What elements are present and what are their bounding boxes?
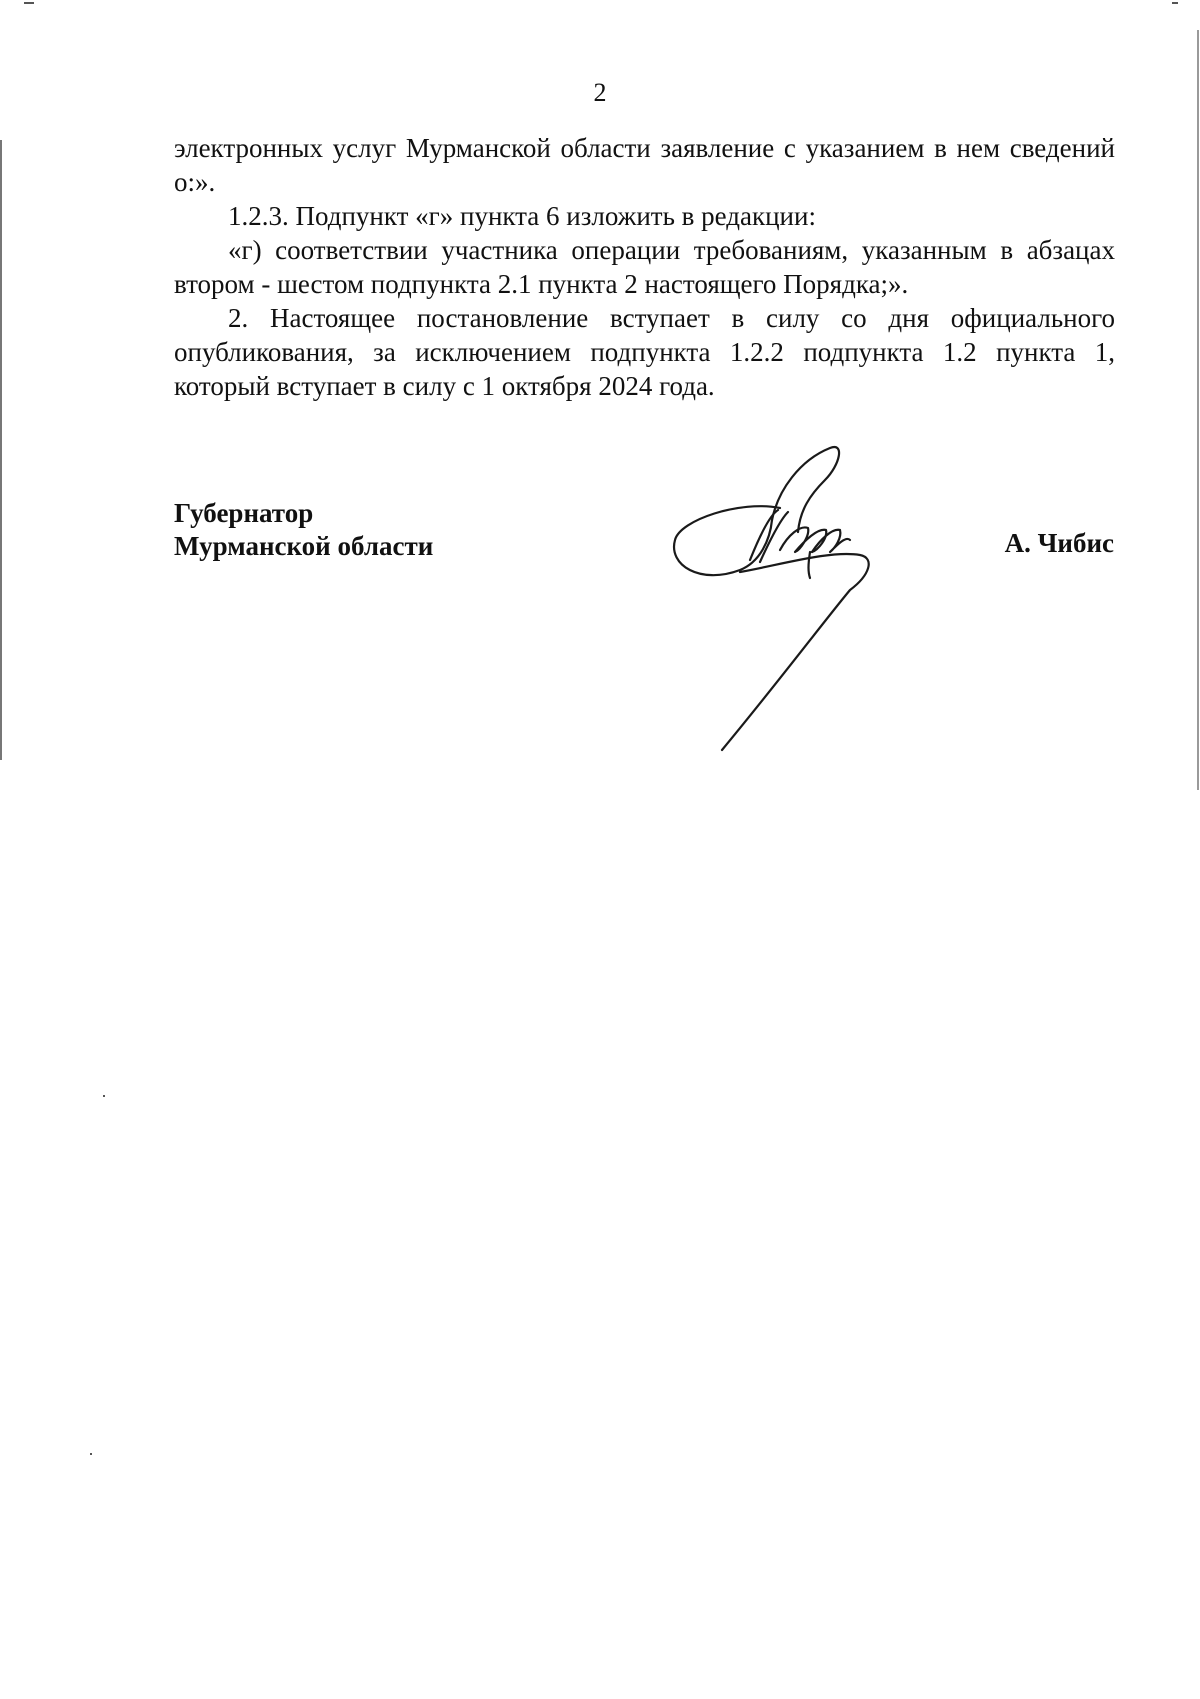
paragraph-point-2: 2. Настоящее постановление вступает в силу со дня официального опубликования, за исключением подпункта 1.2.2 подпункта 1.2 пункта 1, который вступает в силу с 1 октября 2024 года. — [174, 303, 1115, 401]
scan-edge-mark-top-right — [1172, 2, 1178, 4]
signatory-position-line1: Губернатор — [174, 498, 314, 528]
handwritten-signature — [660, 440, 930, 770]
scan-speck-2 — [90, 1453, 92, 1455]
signatory-position — [174, 497, 433, 563]
paragraph-subpoint-1-2-3: 1.2.3. Подпункт «г» пункта 6 изложить в редакции: — [228, 201, 816, 231]
scan-edge-mark-top-left — [24, 2, 34, 4]
paragraph-quoted-subpoint-g: «г) соответствии участника операции требованиям, указанным в абзацах втором - шестом подпункта 2.1 пункта 2 настоящего Порядка;». — [174, 235, 1115, 299]
signatory-name: А. Чибис — [1004, 528, 1114, 558]
scan-edge-mark-right — [1197, 30, 1199, 790]
scan-speck-1 — [103, 1095, 105, 1097]
page-number: 2 — [593, 78, 607, 107]
paragraph-continuation: электронных услуг Мурманской области заявление с указанием в нем сведений о:». — [174, 133, 1115, 197]
document-body — [174, 131, 1115, 403]
signatory-position-line2: Мурманской области — [174, 531, 434, 561]
scan-edge-mark-left — [0, 140, 2, 760]
